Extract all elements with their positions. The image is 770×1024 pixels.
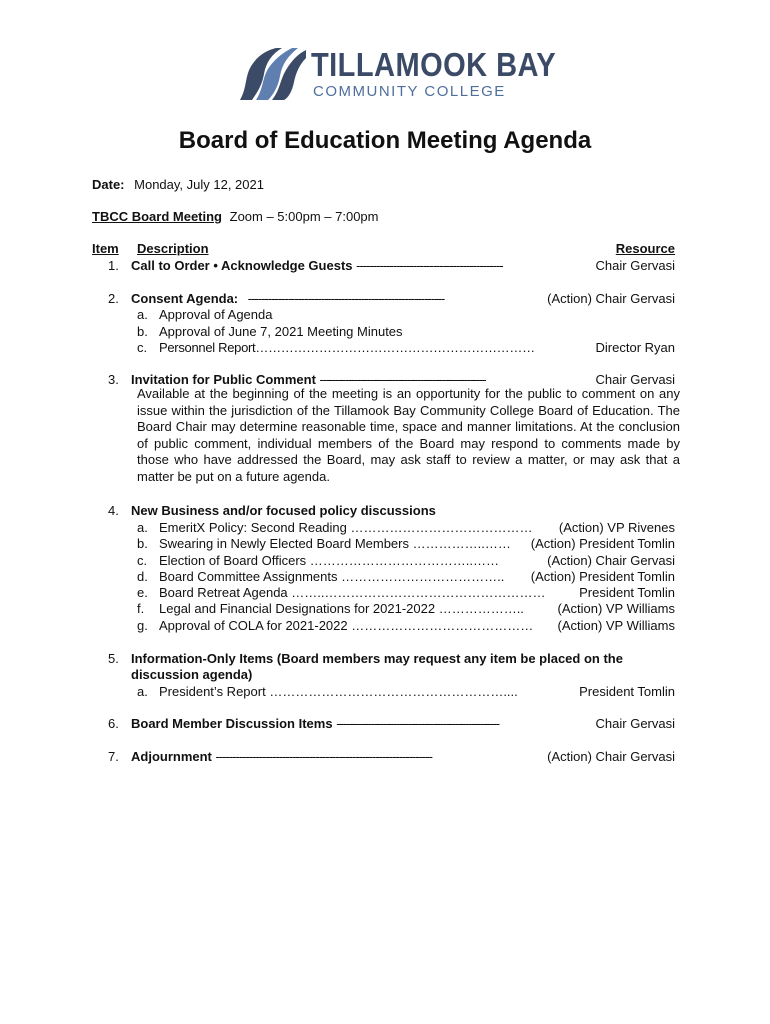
item-4d-letter: d. xyxy=(137,569,148,584)
logo-subtitle: COMMUNITY COLLEGE xyxy=(313,83,506,100)
item-1-leader: -------------------------------------------- xyxy=(356,258,503,273)
item-2c-letter: c. xyxy=(137,340,148,355)
item-7-title: Adjournment xyxy=(131,749,212,764)
item-7-resource: (Action) Chair Gervasi xyxy=(547,749,675,764)
item-2-resource: (Action) Chair Gervasi xyxy=(547,291,675,306)
item-5a-text: President’s Report ……………………………………………….... xyxy=(159,684,518,699)
item-2-leader: ----------------------------------------------------------- xyxy=(247,291,445,306)
header-description: Description xyxy=(137,241,209,256)
item-4f-text: Legal and Financial Designations for 2021-2022 ……………….. xyxy=(159,601,524,616)
item-5-title: Information-Only Items (Board members may request any item be placed on the xyxy=(131,651,623,666)
item-5a-resource: President Tomlin xyxy=(579,684,675,699)
item-1-resource: Chair Gervasi xyxy=(595,258,675,273)
wave-logo-icon xyxy=(238,46,308,102)
item-4e-text: Board Retreat Agenda ……..…………………………………………… xyxy=(159,585,546,600)
item-4f-resource: (Action) VP Williams xyxy=(557,601,675,616)
item-2b-letter: b. xyxy=(137,324,148,339)
item-7-number: 7. xyxy=(108,749,119,764)
item-4-number: 4. xyxy=(108,503,119,518)
item-4c-letter: c. xyxy=(137,553,148,568)
header-item: Item xyxy=(92,241,119,256)
page-title: Board of Education Meeting Agenda xyxy=(178,127,592,154)
item-4a-letter: a. xyxy=(137,520,148,535)
item-6-number: 6. xyxy=(108,716,119,731)
item-2 xyxy=(131,291,444,306)
item-2b-text: Approval of June 7, 2021 Meeting Minutes xyxy=(159,324,403,339)
item-6-title: Board Member Discussion Items xyxy=(131,716,333,731)
item-7-leader: ----------------------------------------------------------------- xyxy=(215,749,432,764)
item-4c-text: Election of Board Officers ………………………………..…… xyxy=(159,553,499,568)
item-7 xyxy=(131,749,432,764)
item-2a-text: Approval of Agenda xyxy=(159,307,273,322)
item-2a-letter: a. xyxy=(137,307,148,322)
logo-title: TILLAMOOK BAY xyxy=(311,46,557,83)
tbcc-logo xyxy=(238,44,557,102)
date-label: Date: xyxy=(92,177,125,192)
item-5a-letter: a. xyxy=(137,684,148,699)
item-4g-letter: g. xyxy=(137,618,148,633)
item-4b-text: Swearing in Newly Elected Board Members ……………..…… xyxy=(159,536,511,551)
item-3-leader: ----------------------------------------------------- xyxy=(319,372,486,387)
item-4g-text: Approval of COLA for 2021-2022 …………………………………… xyxy=(159,618,534,633)
item-1-title: Call to Order • Acknowledge Guests xyxy=(131,258,353,273)
item-3-resource: Chair Gervasi xyxy=(595,372,675,387)
item-3-number: 3. xyxy=(108,372,119,387)
item-3 xyxy=(131,372,485,387)
item-4-title: New Business and/or focused policy discussions xyxy=(131,503,436,518)
item-4g-resource: (Action) VP Williams xyxy=(557,618,675,633)
meeting-line xyxy=(92,209,378,224)
item-3-paragraph: Available at the beginning of the meeting is an opportunity for the public to comment on any issue within the jurisdiction of the Tillamook Bay Community College Board of Education. The Board Chair may determine reasonable time, space and manner limitations. At the conclusion of public comment, individual members of the Board may respond to comments made by those who have addressed the Board, may ask staff to review a matter, or may ask that a matter be put on a future agenda. xyxy=(137,386,680,484)
header-resource: Resource xyxy=(615,241,675,256)
item-2c-text: Personnel Report………………………………………………………… xyxy=(159,340,535,355)
date-line xyxy=(92,177,264,192)
item-2c-resource: Director Ryan xyxy=(595,340,675,355)
item-1 xyxy=(131,258,503,273)
item-6 xyxy=(131,716,499,731)
item-2-number: 2. xyxy=(108,291,119,306)
item-4a-resource: (Action) VP Rivenes xyxy=(558,520,675,535)
meeting-value: Zoom – 5:00pm – 7:00pm xyxy=(229,209,379,224)
item-1-number: 1. xyxy=(108,258,119,273)
item-4e-letter: e. xyxy=(137,585,148,600)
item-3-title: Invitation for Public Comment xyxy=(131,372,316,387)
item-5-title-cont: discussion agenda) xyxy=(131,667,253,682)
item-4a-text: EmeritX Policy: Second Reading …………………………………… xyxy=(159,520,533,535)
item-4f-letter: f. xyxy=(137,601,145,616)
item-4c-resource: (Action) Chair Gervasi xyxy=(547,553,675,568)
item-4d-text: Board Committee Assignments ……………………………….. xyxy=(159,569,505,584)
date-value: Monday, July 12, 2021 xyxy=(134,177,264,192)
item-6-leader: ---------------------------------------------------- xyxy=(336,716,499,731)
item-4b-resource: (Action) President Tomlin xyxy=(530,536,675,551)
item-2-title: Consent Agenda: xyxy=(131,291,239,306)
item-4e-resource: President Tomlin xyxy=(579,585,675,600)
item-4d-resource: (Action) President Tomlin xyxy=(530,569,675,584)
item-5-number: 5. xyxy=(108,651,119,666)
meeting-label: TBCC Board Meeting xyxy=(92,209,222,224)
item-4b-letter: b. xyxy=(137,536,148,551)
item-6-resource: Chair Gervasi xyxy=(595,716,675,731)
